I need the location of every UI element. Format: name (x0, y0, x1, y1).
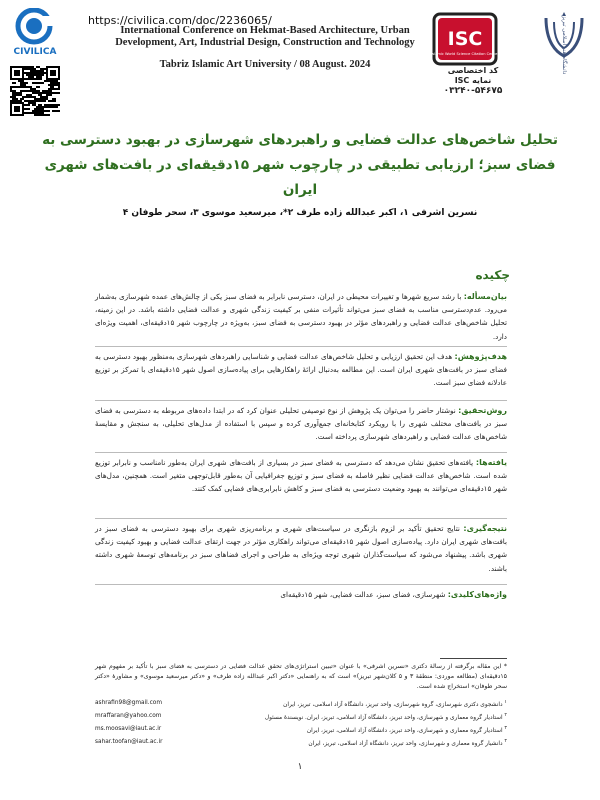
abstract-keywords (95, 588, 507, 601)
section-text: شهرسازی، فضای سبز، عدالت فضایی، شهر ۱۵دقیقه‌ای (280, 590, 448, 599)
footnote-note: * این مقاله برگرفته از رسالهٔ دکتری «نسرین اشرفی» با عنوان «تبیین استراتژی‌های تحقق عدالت فضایی در دسترسی به فضای سبز با تأکید بر مفهوم شهر ۱۵دقیقه‌ای (مطالعه موردی: منطقهٔ ۳ و ۵ کلان‌شهر تبریز)» است که به راهنمایی «دکتر اکبر عبدالله زاده طرف» و «دکتر میرسعید موسوی» و مشاورهٔ «دکتر سحر طوفان» استخراج شده است. (95, 663, 507, 690)
isc-code-value: ۰۳۲۴۰-۵۴۶۷۵ (443, 86, 503, 96)
university-name: دانشگاه هنر اسلامی تبریز (561, 15, 567, 75)
section-divider (95, 400, 507, 401)
section-text: نوشتار حاضر را می‌توان یک پژوهش از نوع توصیفی تحلیلی عنوان کرد که در ابتدا داده‌های مربوطه به دسترسی به فضای سبز در بافت‌های مختلف شهری را با رویکرد کتابخانه‌ای جمع‌آوری کرده و سپس با استفاده از مدل‌های تحلیلی، به سنجش و مقایسهٔ شاخص‌های عدالت فضایی و راهبردهای شهرسازی پرداخته است. (95, 406, 507, 442)
abstract-findings (95, 456, 507, 496)
section-label: یافته‌ها: (475, 458, 507, 467)
isc-logo (432, 12, 498, 66)
section-divider (95, 346, 507, 347)
conference-info (100, 25, 430, 70)
section-label: روش‌تحقیق: (458, 406, 507, 415)
section-label: هدف‌پژوهش: (454, 352, 507, 361)
isc-code-label: کد اختصاصی نمایه ISC (447, 66, 499, 85)
abstract-objective (95, 350, 507, 390)
source-url[interactable]: https://civilica.com/doc/2236065/ (88, 14, 272, 27)
author-email[interactable]: sahar.toofan@iaut.ac.ir (95, 739, 163, 745)
author-email[interactable]: ashrafin98@gmail.com (95, 700, 163, 706)
isc-wordmark: ISC (447, 28, 483, 50)
author-email[interactable]: mraffaran@yahoo.com (95, 713, 162, 719)
conference-name-line1: International Conference on Hekmat-Based Architecture, Urban (120, 25, 410, 36)
section-label: بیان‌مسأله: (463, 292, 507, 301)
conference-venue-date: Tabriz Islamic Art University / 08 August. 2024 (159, 59, 371, 70)
abstract-conclusion (95, 522, 507, 575)
affiliation-row (95, 713, 507, 723)
qr-code[interactable] (10, 66, 60, 116)
affiliation-text: $^۱$ دانشجوی دکتری شهرسازی، گروه شهرسازی، واحد تبریز، دانشگاه آزاد اسلامی، تبریز، ایران (283, 700, 507, 708)
affiliation-row (95, 726, 507, 736)
affiliation-text: $^۴$ دانشیار گروه معماری و شهرسازی، واحد تبریز، دانشگاه آزاد اسلامی، تبریز، ایران (308, 739, 507, 747)
footnote-rule (440, 658, 507, 659)
section-divider (95, 584, 507, 585)
civilica-logo (4, 8, 66, 58)
university-logo (540, 12, 588, 82)
section-divider (95, 518, 507, 519)
abstract-problem (95, 290, 507, 343)
paper-authors: نسرین اشرفی ۱، اکبر عبدالله زاده طرف ۲*، میرسعید موسوی ۳، سحر طوفان ۴ (122, 208, 478, 218)
section-text: هدف این تحقیق ارزیابی و تحلیل شاخص‌های عدالت فضایی و شناسایی راهبردهای شهرسازی به‌منظور بهبود دسترسی به فضای سبز در بافت‌های شهری ایران است. این مطالعه به‌دنبال ارائهٔ راهکارهایی برای پیاده‌سازی اصول شهر ۱۵دقیقه‌ای با تمرکز بر توزیع عادلانه فضای سبز است. (95, 352, 507, 388)
section-label: واژه‌های‌کلیدی: (447, 590, 507, 599)
civilica-wordmark: CIVILICA (13, 47, 57, 57)
section-text: یافته‌های تحقیق نشان می‌دهد که دسترسی به فضای سبز در بسیاری از بافت‌های شهری ایران به‌طور نامناسب و نابرابر توزیع شده است. شاخص‌های عدالت فضایی نظیر فاصله به فضای سبز و توزیع جغرافیایی آن به‌طور قابل‌توجهی متغیر است. همچنین، مدل‌های شهر ۱۵دقیقه‌ای می‌توانند به بهبود وضعیت دسترسی به فضای سبز و کاهش نابرابری‌های فضایی کمک کنند. (95, 458, 507, 494)
abstract-method (95, 404, 507, 444)
section-text: با رشد سریع شهرها و تغییرات محیطی در ایران، دسترسی نابرابر به فضای سبز یکی از چالش‌های عمده شهرسازی به‌شمار می‌رود. عدم‌دسترسی مناسب به فضای سبز می‌تواند تأثیرات منفی بر کیفیت زندگی شهری و عدالت فضایی داشته باشد. در این زمینه، تحلیل شاخص‌های عدالت فضایی و راهبردهای مؤثر در بهبود دسترسی به فضای سبز، به‌ویژه در چارچوب شهر ۱۵دقیقه‌ای، اهمیت ویژه‌ای دارد. (95, 292, 507, 341)
section-text: نتایج تحقیق تأکید بر لزوم بازنگری در سیاست‌های شهری و برنامه‌ریزی شهری برای بهبود دسترسی به فضای سبز در بافت‌های شهری ایران دارد. پیاده‌سازی اصول شهر ۱۵دقیقه‌ای می‌تواند راهکاری مؤثر در جهت ارتقای عدالت فضایی و بهبود کیفیت زندگی شهری باشد. پیشنهاد می‌شود که سیاست‌گذاران شهری توجه ویژه‌ای به طراحی و اجرای فضاهای سبز در برنامه‌های توسعهٔ شهری داشته باشند. (95, 524, 507, 573)
section-label: نتیجه‌گیری: (463, 524, 507, 533)
abstract-heading: چکیده (475, 268, 510, 282)
affiliation-text: $^۲$ استادیار گروه معماری و شهرسازی، واحد تبریز، دانشگاه آزاد اسلامی، تبریز، ایران. نویسندهٔ مسئول (264, 713, 507, 721)
affiliation-text: $^۳$ استادیار گروه معماری و شهرسازی، واحد تبریز، دانشگاه آزاد اسلامی، تبریز، ایران (306, 726, 507, 734)
author-email[interactable]: ms.moosavi@iaut.ac.ir (95, 726, 162, 732)
isc-index-code (438, 66, 508, 96)
section-divider (95, 452, 507, 453)
page-number: ۱ (297, 762, 303, 772)
conference-name-line2: Development, Art, Industrial Design, Construction and Technology (115, 37, 415, 48)
paper-title: تحلیل شاخص‌های عدالت فضایی و راهبردهای شهرسازی در بهبود دسترسی به فضای سبز؛ ارزیابی تطبیقی در چارچوب شهر ۱۵دقیقه‌ای در بافت‌های شهری ایران (42, 132, 558, 198)
affiliation-row (95, 739, 507, 749)
isc-subtitle: Islamic World Science Citation Center (432, 52, 498, 56)
affiliation-row (95, 700, 507, 710)
